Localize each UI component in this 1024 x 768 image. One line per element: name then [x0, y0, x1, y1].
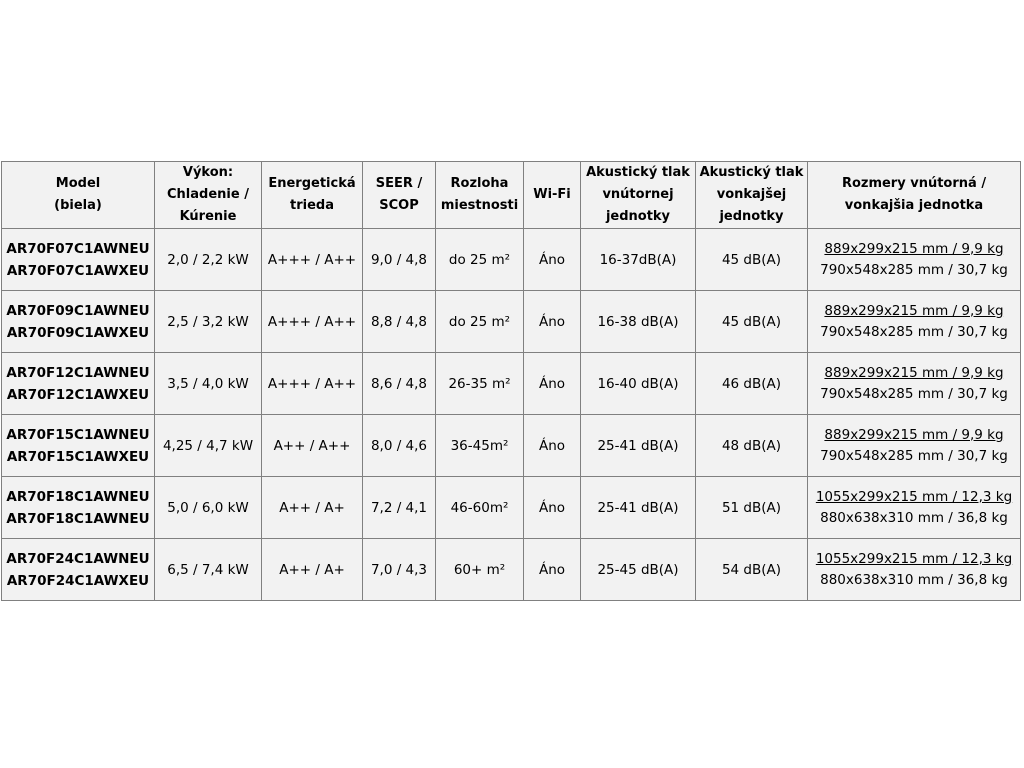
cell-dimensions — [808, 229, 1021, 291]
cell-wifi: Áno — [524, 353, 581, 415]
cell-wifi: Áno — [524, 539, 581, 601]
cell-wifi: Áno — [524, 291, 581, 353]
cell-noise-indoor: 16-38 dB(A) — [581, 291, 696, 353]
cell-area: do 25 m² — [436, 229, 524, 291]
cell-power: 3,5 / 4,0 kW — [155, 353, 262, 415]
cell-noise-indoor: 25-41 dB(A) — [581, 477, 696, 539]
cell-area: 46-60m² — [436, 477, 524, 539]
cell-noise-indoor: 16-40 dB(A) — [581, 353, 696, 415]
table-row — [2, 353, 1021, 415]
dims-outdoor: 880x638x310 mm / 36,8 kg — [820, 509, 1008, 526]
cell-seer-scop: 9,0 / 4,8 — [363, 229, 436, 291]
cell-seer-scop: 7,2 / 4,1 — [363, 477, 436, 539]
cell-dimensions — [808, 477, 1021, 539]
cell-seer-scop: 8,6 / 4,8 — [363, 353, 436, 415]
header-model: Model (biela) — [2, 162, 155, 229]
cell-energy-class: A++ / A+ — [262, 539, 363, 601]
dims-indoor: 889x299x215 mm / 9,9 kg — [824, 426, 1004, 443]
cell-model: AR70F15C1AWNEU AR70F15C1AWXEU — [2, 415, 155, 477]
table-row — [2, 229, 1021, 291]
cell-seer-scop: 8,8 / 4,8 — [363, 291, 436, 353]
cell-noise-outdoor: 45 dB(A) — [696, 229, 808, 291]
header-noise-outdoor: Akustický tlak vonkajšej jednotky — [696, 162, 808, 229]
cell-area: do 25 m² — [436, 291, 524, 353]
cell-noise-outdoor: 46 dB(A) — [696, 353, 808, 415]
dims-indoor: 1055x299x215 mm / 12,3 kg — [815, 550, 1013, 567]
header-dimensions: Rozmery vnútorná / vonkajšia jednotka — [808, 162, 1021, 229]
header-wifi: Wi-Fi — [524, 162, 581, 229]
cell-area: 36-45m² — [436, 415, 524, 477]
dims-outdoor: 880x638x310 mm / 36,8 kg — [820, 571, 1008, 588]
cell-dimensions — [808, 353, 1021, 415]
cell-seer-scop: 8,0 / 4,6 — [363, 415, 436, 477]
header-noise-indoor: Akustický tlak vnútornej jednotky — [581, 162, 696, 229]
cell-noise-indoor: 16-37dB(A) — [581, 229, 696, 291]
table-row — [2, 415, 1021, 477]
table-row — [2, 477, 1021, 539]
dims-outdoor: 790x548x285 mm / 30,7 kg — [820, 323, 1008, 340]
cell-noise-outdoor: 48 dB(A) — [696, 415, 808, 477]
cell-power: 2,5 / 3,2 kW — [155, 291, 262, 353]
cell-power: 4,25 / 4,7 kW — [155, 415, 262, 477]
header-energy-class: Energetická trieda — [262, 162, 363, 229]
cell-dimensions — [808, 539, 1021, 601]
dims-indoor: 889x299x215 mm / 9,9 kg — [824, 240, 1004, 257]
header-power: Výkon: Chladenie / Kúrenie — [155, 162, 262, 229]
header-area: Rozloha miestnosti — [436, 162, 524, 229]
cell-noise-outdoor: 54 dB(A) — [696, 539, 808, 601]
dims-indoor: 889x299x215 mm / 9,9 kg — [824, 302, 1004, 319]
spec-table-container — [1, 161, 1020, 601]
cell-model: AR70F07C1AWNEU AR70F07C1AWXEU — [2, 229, 155, 291]
dims-indoor: 889x299x215 mm / 9,9 kg — [824, 364, 1004, 381]
cell-energy-class: A+++ / A++ — [262, 291, 363, 353]
cell-energy-class: A+++ / A++ — [262, 229, 363, 291]
dims-outdoor: 790x548x285 mm / 30,7 kg — [820, 385, 1008, 402]
header-seer-scop: SEER / SCOP — [363, 162, 436, 229]
cell-wifi: Áno — [524, 477, 581, 539]
cell-model: AR70F24C1AWNEU AR70F24C1AWXEU — [2, 539, 155, 601]
cell-wifi: Áno — [524, 415, 581, 477]
cell-wifi: Áno — [524, 229, 581, 291]
cell-area: 26-35 m² — [436, 353, 524, 415]
table-row — [2, 539, 1021, 601]
cell-model: AR70F18C1AWNEU AR70F18C1AWNEU — [2, 477, 155, 539]
dims-outdoor: 790x548x285 mm / 30,7 kg — [820, 261, 1008, 278]
cell-area: 60+ m² — [436, 539, 524, 601]
cell-power: 5,0 / 6,0 kW — [155, 477, 262, 539]
dims-indoor: 1055x299x215 mm / 12,3 kg — [815, 488, 1013, 505]
cell-energy-class: A+++ / A++ — [262, 353, 363, 415]
cell-noise-outdoor: 45 dB(A) — [696, 291, 808, 353]
dims-outdoor: 790x548x285 mm / 30,7 kg — [820, 447, 1008, 464]
cell-noise-outdoor: 51 dB(A) — [696, 477, 808, 539]
cell-model: AR70F09C1AWNEU AR70F09C1AWXEU — [2, 291, 155, 353]
cell-power: 6,5 / 7,4 kW — [155, 539, 262, 601]
cell-seer-scop: 7,0 / 4,3 — [363, 539, 436, 601]
header-row — [2, 162, 1021, 229]
cell-noise-indoor: 25-45 dB(A) — [581, 539, 696, 601]
cell-model: AR70F12C1AWNEU AR70F12C1AWXEU — [2, 353, 155, 415]
cell-energy-class: A++ / A++ — [262, 415, 363, 477]
cell-noise-indoor: 25-41 dB(A) — [581, 415, 696, 477]
cell-power: 2,0 / 2,2 kW — [155, 229, 262, 291]
cell-dimensions — [808, 415, 1021, 477]
cell-energy-class: A++ / A+ — [262, 477, 363, 539]
table-row — [2, 291, 1021, 353]
cell-dimensions — [808, 291, 1021, 353]
spec-table — [1, 161, 1021, 601]
